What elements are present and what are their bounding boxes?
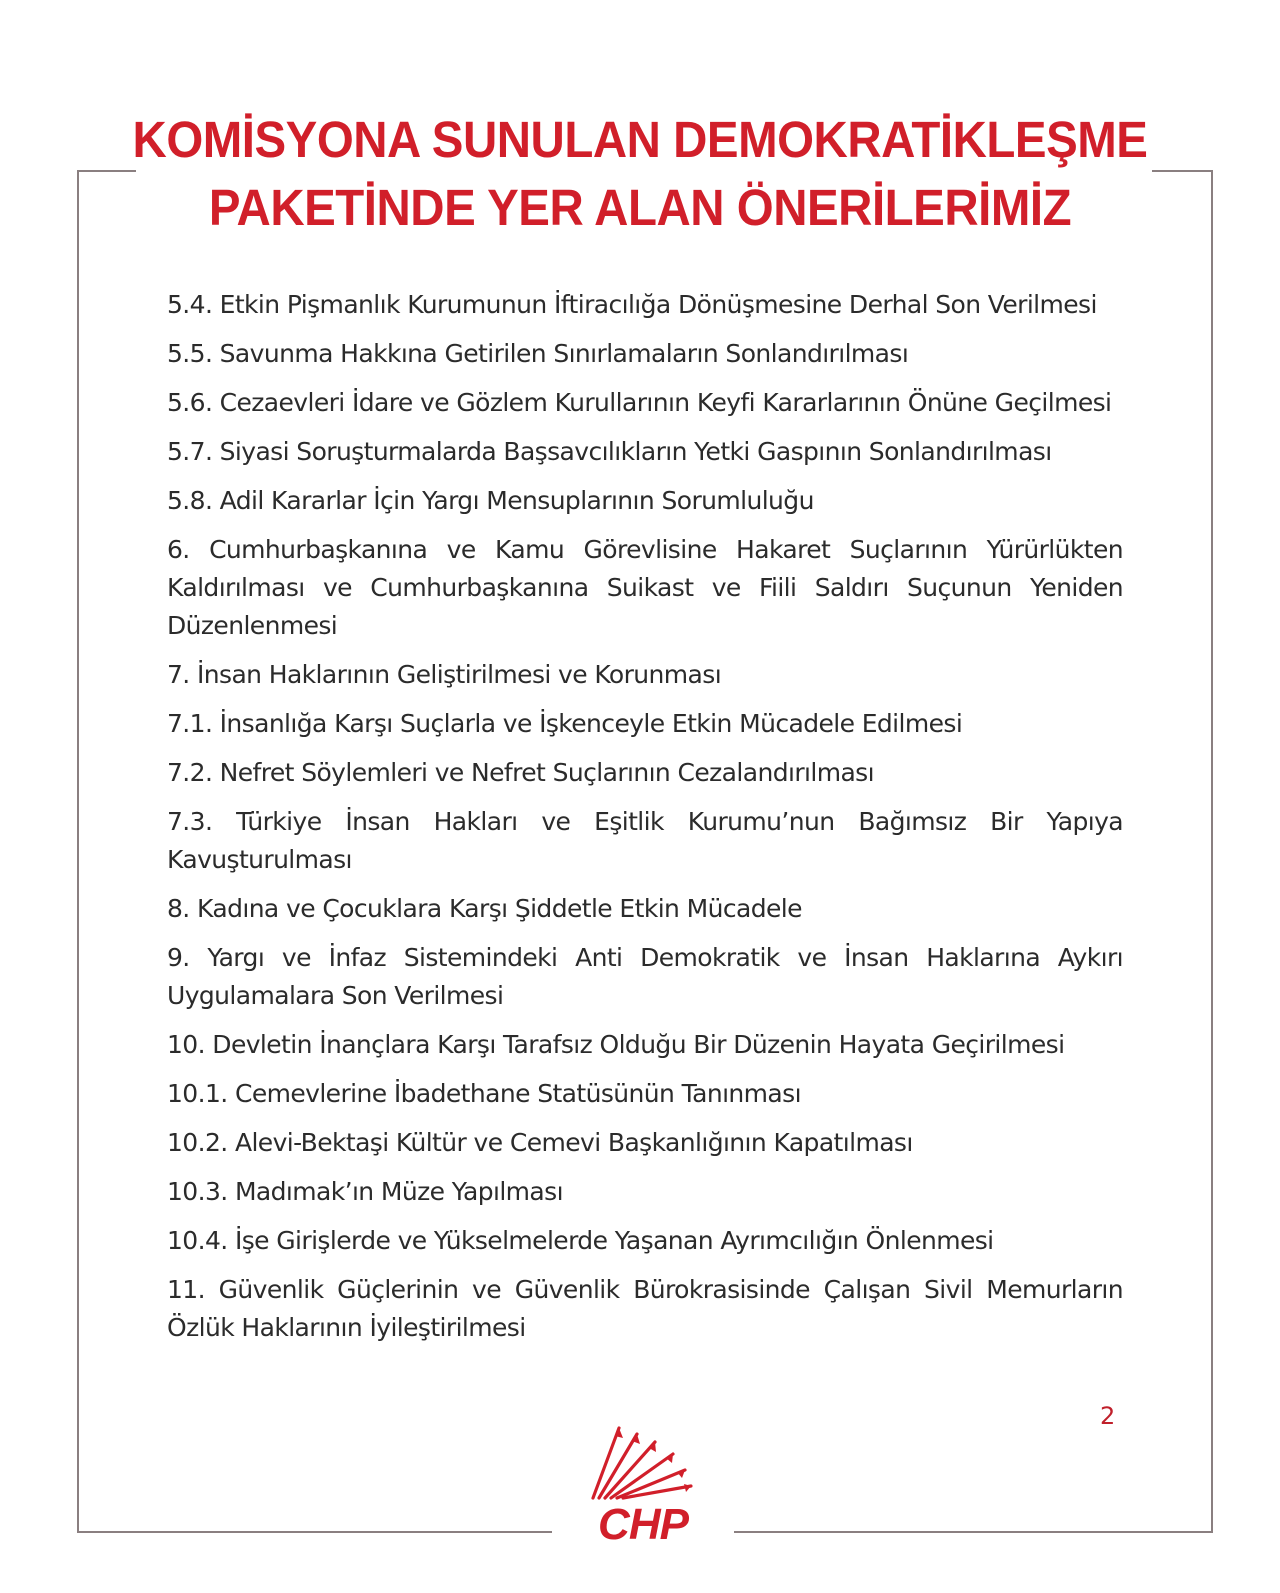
list-item: 7.2. Nefret Söylemleri ve Nefret Suçlarının Cezalandırılması [167, 758, 874, 787]
list-item: 5.4. Etkin Pişmanlık Kurumunun İftiracılığa Dönüşmesine Derhal Son Verilmesi [167, 290, 1097, 319]
list-item: 10.3. Madımak’ın Müze Yapılması [167, 1177, 563, 1206]
title-line-1: KOMİSYONA SUNULAN DEMOKRATİKLEŞME [132, 111, 1148, 168]
list-item: 8. Kadına ve Çocuklara Karşı Şiddetle Etkin Mücadele [167, 894, 802, 923]
list-item: 5.7. Siyasi Soruşturmalarda Başsavcılıkların Yetki Gaspının Sonlandırılması [167, 437, 1052, 466]
list-item: 5.6. Cezaevleri İdare ve Gözlem Kurullarının Keyfi Kararlarının Önüne Geçilmesi [167, 388, 1112, 417]
list-item: 5.5. Savunma Hakkına Getirilen Sınırlamaların Sonlandırılması [167, 339, 909, 368]
list-item: 10.1. Cemevlerine İbadethane Statüsünün Tanınması [167, 1079, 801, 1108]
six-arrows-icon [585, 1420, 697, 1502]
list-item: 7.1. İnsanlığa Karşı Suçlarla ve İşkenceyle Etkin Mücadele Edilmesi [167, 709, 963, 738]
list-item: 10.4. İşe Girişlerde ve Yükselmelerde Yaşanan Ayrımcılığın Önlenmesi [167, 1226, 994, 1255]
list-item: 10. Devletin İnançlara Karşı Tarafsız Olduğu Bir Düzenin Hayata Geçirilmesi [167, 1030, 1065, 1059]
list-item: 5.8. Adil Kararlar İçin Yargı Mensuplarının Sorumluluğu [167, 486, 814, 515]
list-item: 7.3. Türkiye İnsan Hakları ve Eşitlik Kurumu’nun Bağımsız Bir Yapıya Kavuşturulması [167, 807, 1123, 874]
list-item: 11. Güvenlik Güçlerinin ve Güvenlik Bürokrasisinde Çalışan Sivil Memurların Özlük Haklarının İyileştirilmesi [167, 1275, 1123, 1342]
proposal-list [167, 286, 1123, 1358]
list-item: 6. Cumhurbaşkanına ve Kamu Görevlisine Hakaret Suçlarının Yürürlükten Kaldırılması ve Cumhurbaşkanına Suikast ve Fiili Saldırı Suçunun Yeniden Düzenlenmesi [167, 535, 1123, 640]
page-number: 2 [1100, 1402, 1116, 1430]
page-title [45, 106, 1235, 242]
chp-logo-text: CHP [598, 1500, 688, 1549]
list-item: 10.2. Alevi-Bektaşi Kültür ve Cemevi Başkanlığının Kapatılması [167, 1128, 913, 1157]
list-item: 9. Yargı ve İnfaz Sistemindeki Anti Demokratik ve İnsan Haklarına Aykırı Uygulamalara Son Verilmesi [167, 943, 1123, 1010]
list-item: 7. İnsan Haklarının Geliştirilmesi ve Korunması [167, 660, 722, 689]
title-line-2: PAKETİNDE YER ALAN ÖNERİLERİMİZ [208, 179, 1072, 236]
